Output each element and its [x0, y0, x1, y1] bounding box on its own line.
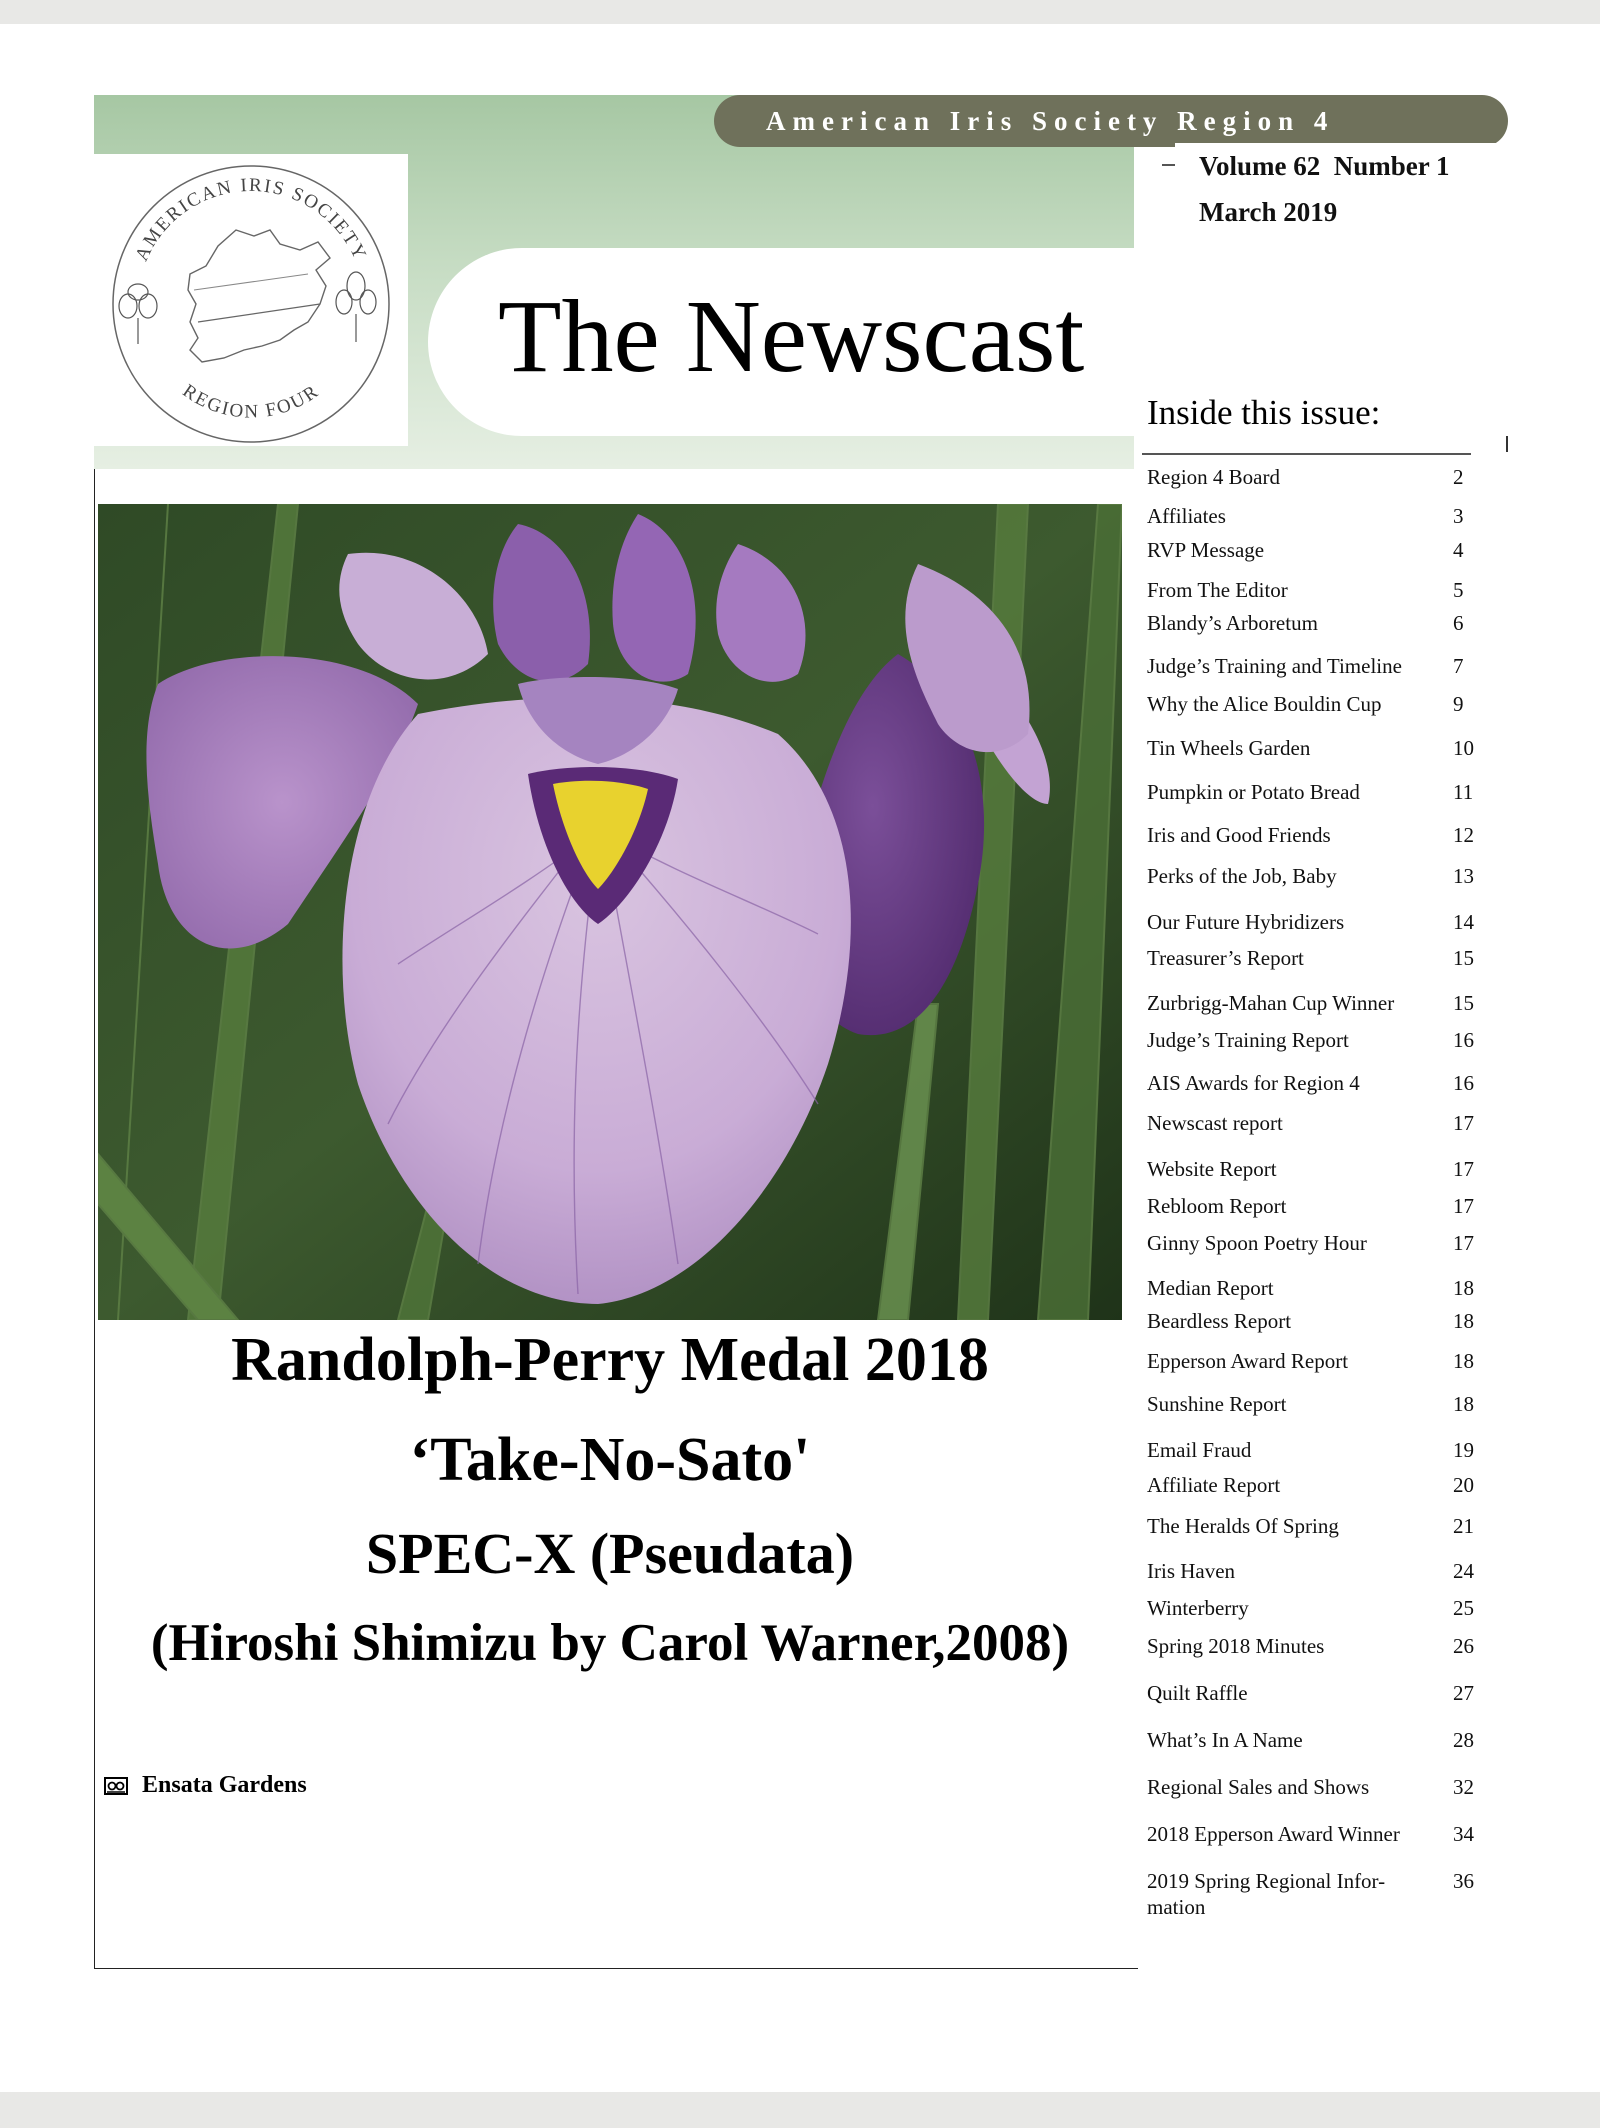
toc-item-title: Winterberry	[1147, 1596, 1249, 1620]
page-border	[94, 469, 95, 1969]
toc-item-title: Region 4 Board	[1147, 465, 1280, 489]
toc-item-page: 32	[1453, 1775, 1474, 1799]
toc-item-title: Treasurer’s Report	[1147, 946, 1304, 970]
cultivar-name: ‘Take-No-Sato'	[409, 1426, 811, 1494]
toc-item-title: Quilt Raffle	[1147, 1681, 1248, 1705]
toc-item-page: 19	[1453, 1438, 1474, 1462]
toc-item-title: Why the Alice Bouldin Cup	[1147, 692, 1382, 716]
society-name: American Iris Society Region 4	[766, 106, 1335, 136]
toc-item-title: Spring 2018 Minutes	[1147, 1634, 1325, 1658]
logo-top-text: AMERICAN IRIS SOCIETY	[131, 174, 371, 265]
toc-item-title: Epperson Award Report	[1147, 1349, 1349, 1373]
toc-item-title: Median Report	[1147, 1276, 1274, 1300]
toc-item-page: 26	[1453, 1634, 1474, 1658]
toc-item-title: Sunshine Report	[1147, 1392, 1287, 1416]
toc-heading: Inside this issue:	[1147, 393, 1381, 432]
toc-item-title: Judge’s Training and Timeline	[1147, 654, 1402, 678]
toc-item-page: 11	[1453, 780, 1474, 804]
toc-item-title: Affiliates	[1147, 504, 1226, 528]
hybridizer-info: (Hiroshi Shimizu by Carol Warner,2008)	[150, 1614, 1070, 1672]
newsletter-title: The Newscast	[498, 279, 1085, 394]
toc-item-title: Iris and Good Friends	[1147, 823, 1331, 847]
toc-item-title: Blandy’s Arboretum	[1147, 611, 1318, 635]
toc-item-page: 5	[1453, 578, 1464, 602]
toc-item-page: 27	[1453, 1681, 1474, 1705]
toc-item-page: 13	[1453, 864, 1474, 888]
issue-date: March 2019	[1199, 197, 1338, 227]
toc-item-title: Iris Haven	[1147, 1559, 1236, 1583]
iris-classification: SPEC-X (Pseudata)	[365, 1521, 855, 1586]
toc-item-page: 12	[1453, 823, 1474, 847]
toc-item-page: 20	[1453, 1473, 1474, 1497]
toc-item-title: Tin Wheels Garden	[1147, 736, 1311, 760]
toc-item-page: 9	[1453, 692, 1464, 716]
logo-seal-icon	[94, 154, 408, 446]
toc-item-page: 17	[1453, 1194, 1474, 1218]
toc-item-page: 16	[1453, 1028, 1474, 1052]
camera-icon	[104, 1777, 128, 1795]
logo-bottom-text: REGION FOUR	[178, 380, 324, 423]
award-title: Randolph-Perry Medal 2018	[231, 1326, 989, 1394]
toc-item-page: 17	[1453, 1157, 1474, 1181]
toc-item-page: 15	[1453, 991, 1474, 1015]
toc-item-page: 36	[1453, 1869, 1474, 1893]
toc-item-title: Zurbrigg-Mahan Cup Winner	[1147, 991, 1395, 1015]
toc-item-title: Regional Sales and Shows	[1147, 1775, 1370, 1799]
toc-item-title: Judge’s Training Report	[1147, 1028, 1349, 1052]
toc-item-title: RVP Message	[1147, 538, 1265, 562]
toc-item-title: Beardless Report	[1147, 1309, 1292, 1333]
toc-item-page: 7	[1453, 654, 1464, 678]
toc-item-title: Rebloom Report	[1147, 1194, 1287, 1218]
page-border	[94, 1968, 1138, 1969]
toc-item-title: Email Fraud	[1147, 1438, 1252, 1462]
photo-credit-text: Ensata Gardens	[142, 1772, 307, 1798]
toc-item-title: Perks of the Job, Baby	[1147, 864, 1337, 888]
iris-photo	[98, 504, 1122, 1320]
volume-number: Volume 62 Number 1	[1199, 151, 1450, 181]
issue-info	[1175, 143, 1505, 238]
toc-item-page: 24	[1453, 1559, 1474, 1583]
toc-item-page: 34	[1453, 1822, 1474, 1846]
toc-item-page: 10	[1453, 736, 1474, 760]
toc-item-title: Ginny Spoon Poetry Hour	[1147, 1231, 1367, 1255]
toc-item-page: 18	[1453, 1349, 1474, 1373]
toc-item-page: 14	[1453, 910, 1474, 934]
volume-dash	[1162, 164, 1176, 166]
toc-item-title: 2019 Spring Regional Infor- mation	[1147, 1869, 1386, 1919]
toc-item-page: 2	[1453, 465, 1464, 489]
toc-item-title: Newscast report	[1147, 1111, 1283, 1135]
svg-text:AMERICAN IRIS SOCIETY	[131, 175, 370, 264]
toc-divider	[1142, 453, 1471, 455]
toc-item-title: Pumpkin or Potato Bread	[1147, 780, 1360, 804]
photo-credit	[104, 1772, 307, 1799]
iris-flower-icon	[98, 504, 1122, 1320]
toc-item-page: 6	[1453, 611, 1464, 635]
toc-item-page: 21	[1453, 1514, 1474, 1538]
toc-item-page: 15	[1453, 946, 1474, 970]
toc-item-page: 3	[1453, 504, 1464, 528]
svg-text:REGION FOUR	[179, 380, 324, 422]
toc-item-title: What’s In A Name	[1147, 1728, 1303, 1752]
toc-item-title: The Heralds Of Spring	[1147, 1514, 1339, 1538]
toc-item-title: 2018 Epperson Award Winner	[1147, 1822, 1400, 1846]
society-banner	[714, 95, 1508, 147]
toc-item-page: 4	[1453, 538, 1464, 562]
toc-item-title: Affiliate Report	[1147, 1473, 1281, 1497]
toc-item-page: 25	[1453, 1596, 1474, 1620]
toc-item-page: 17	[1453, 1231, 1474, 1255]
toc-item-title: Website Report	[1147, 1157, 1277, 1181]
toc-item-title: From The Editor	[1147, 578, 1288, 602]
toc-item-page: 16	[1453, 1071, 1474, 1095]
toc-item-page: 17	[1453, 1111, 1474, 1135]
toc-item-page: 18	[1453, 1276, 1474, 1300]
toc-item-page: 18	[1453, 1309, 1474, 1333]
toc-item-page: 18	[1453, 1392, 1474, 1416]
toc-item-title: Our Future Hybridizers	[1147, 910, 1345, 934]
society-logo	[94, 154, 408, 446]
toc-item-page: 28	[1453, 1728, 1474, 1752]
toc-item-title: AIS Awards for Region 4	[1147, 1071, 1360, 1095]
